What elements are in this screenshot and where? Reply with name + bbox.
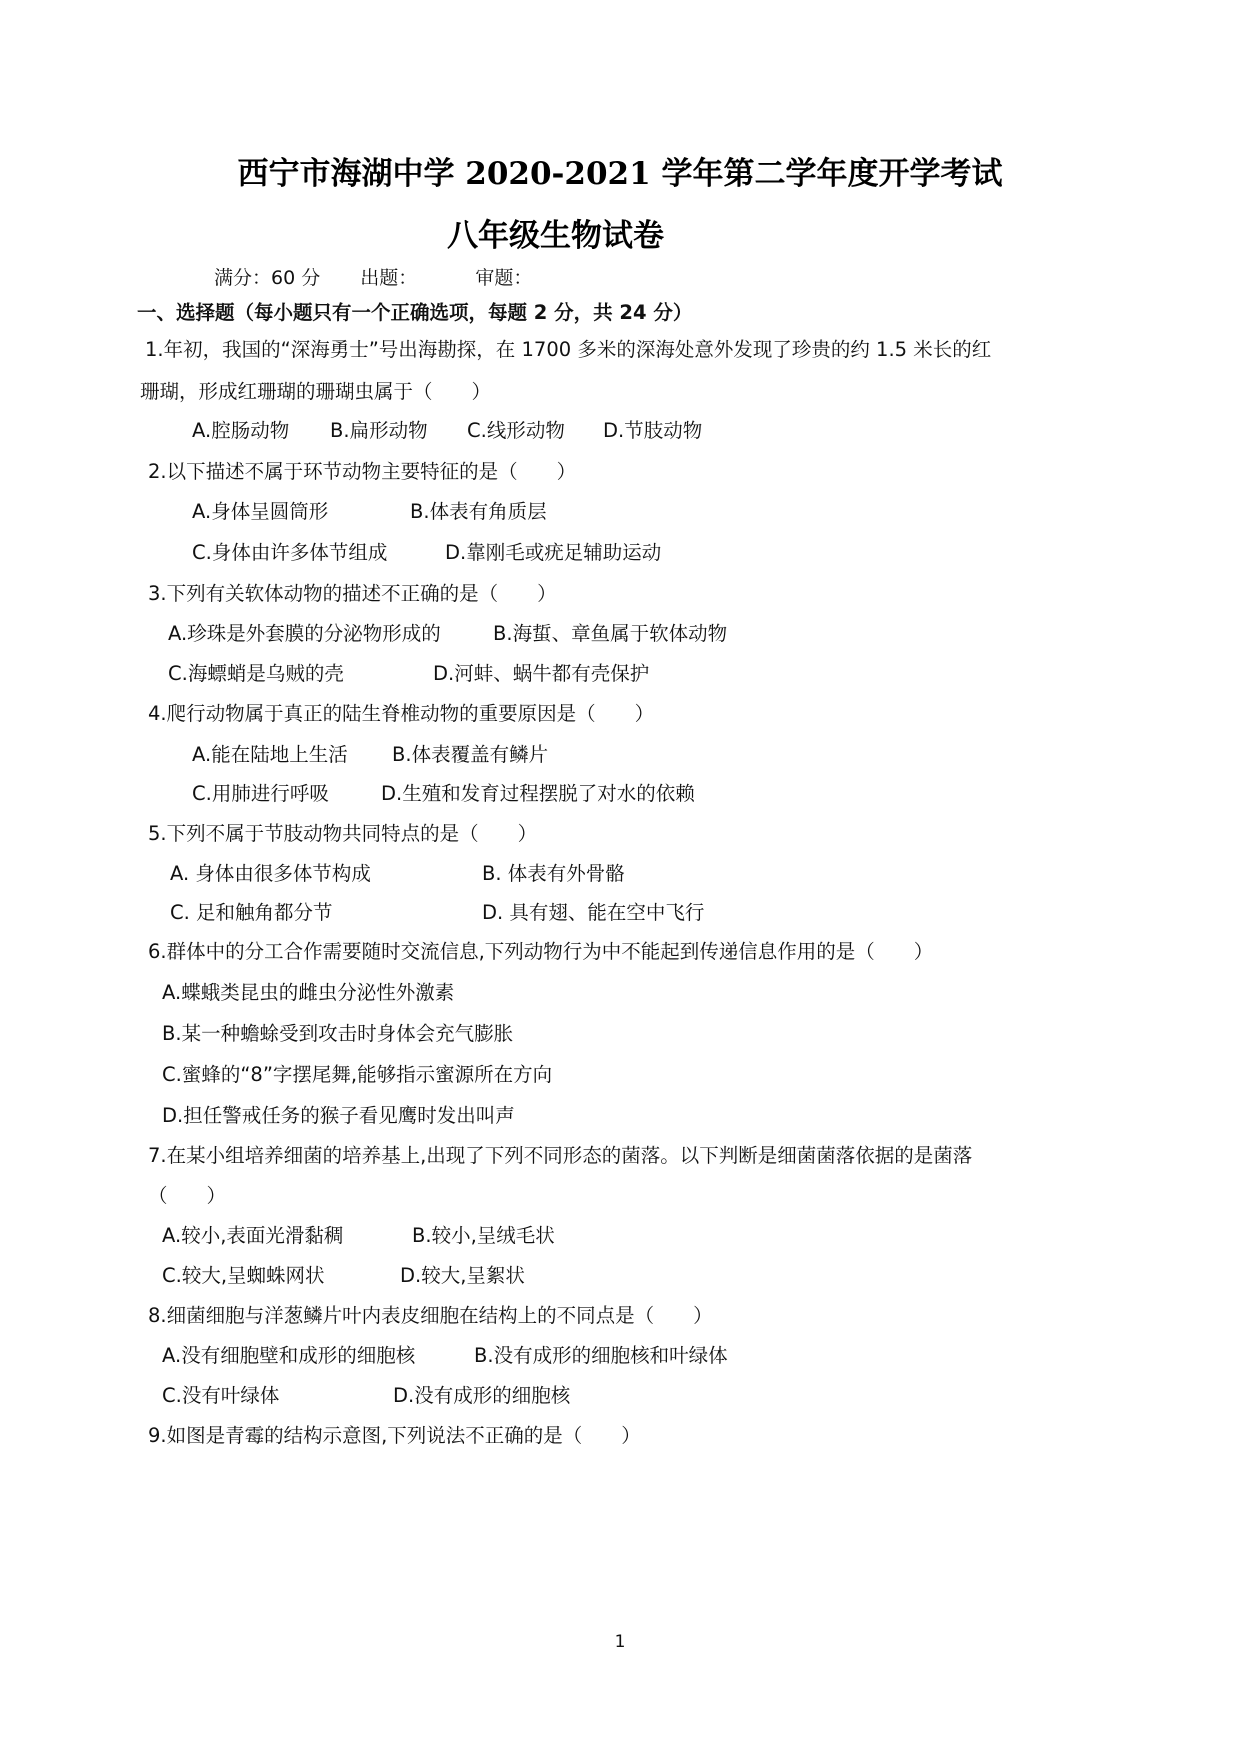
question-6-option-a: A.蝶蛾类昆虫的雌虫分泌性外激素 — [162, 981, 455, 1004]
page-number: 1 — [614, 1632, 626, 1652]
question-7-stem-cont: （ ） — [148, 1184, 227, 1207]
question-6-option-c: C.蜜蜂的“8”字摆尾舞,能够指示蜜源所在方向 — [162, 1063, 553, 1086]
question-5-option-a: A. 身体由很多体节构成 — [170, 862, 371, 885]
exam-title: 西宁市海湖中学 2020-2021 学年第二学年度开学考试 — [237, 156, 1003, 192]
question-7-option-b: B.较小,呈绒毛状 — [412, 1224, 555, 1247]
question-6-option-b: B.某一种蟾蜍受到攻击时身体会充气膨胀 — [162, 1022, 514, 1045]
question-5-option-b: B. 体表有外骨骼 — [482, 862, 625, 885]
question-1-stem: 1.年初，我国的“深海勇士”号出海勘探，在 1700 多米的深海处意外发现了珍贵的约 1.5 米长的红 — [145, 338, 992, 361]
question-5-stem: 5.下列不属于节肢动物共同特点的是（ ） — [148, 822, 538, 845]
question-1-option-b: B.扁形动物 — [330, 419, 428, 442]
question-8-stem: 8.细菌细胞与洋葱鳞片叶内表皮细胞在结构上的不同点是（ ） — [148, 1304, 713, 1327]
full-score: 满分：60 分 — [214, 267, 321, 289]
question-1-option-c: C.线形动物 — [467, 419, 565, 442]
question-8-option-d: D.没有成形的细胞核 — [393, 1384, 571, 1407]
question-7-option-a: A.较小,表面光滑黏稠 — [162, 1224, 344, 1247]
question-4-option-a: A.能在陆地上生活 — [192, 743, 348, 766]
section-heading: 一、选择题（每小题只有一个正确选项，每题 2 分，共 24 分） — [137, 301, 693, 324]
question-2-option-a: A.身体呈圆筒形 — [192, 500, 329, 523]
question-6-option-d: D.担任警戒任务的猴子看见鹰时发出叫声 — [162, 1104, 515, 1127]
question-8-option-b: B.没有成形的细胞核和叶绿体 — [474, 1344, 728, 1367]
question-3-option-b: B.海蜇、章鱼属于软体动物 — [493, 622, 728, 645]
exam-subtitle: 八年级生物试卷 — [447, 218, 664, 254]
question-7-option-d: D.较大,呈絮状 — [400, 1264, 525, 1287]
question-4-stem: 4.爬行动物属于真正的陆生脊椎动物的重要原因是（ ） — [148, 702, 655, 725]
question-6-stem: 6.群体中的分工合作需要随时交流信息,下列动物行为中不能起到传递信息作用的是（ ） — [148, 940, 934, 963]
question-7-stem: 7.在某小组培养细菌的培养基上,出现了下列不同形态的菌落。以下判断是细菌菌落依据的是菌落 — [148, 1144, 973, 1167]
reviewer-label: 审题： — [475, 267, 533, 289]
question-3-option-a: A.珍珠是外套膜的分泌物形成的 — [168, 622, 441, 645]
question-1-option-d: D.节肢动物 — [603, 419, 703, 442]
exam-meta — [214, 263, 566, 290]
question-4-option-b: B.体表覆盖有鳞片 — [392, 743, 549, 766]
setter-label: 出题： — [360, 267, 418, 289]
question-1-stem-cont: 珊瑚，形成红珊瑚的珊瑚虫属于（ ） — [140, 380, 492, 403]
question-8-option-c: C.没有叶绿体 — [162, 1384, 280, 1407]
question-5-option-d: D. 具有翅、能在空中飞行 — [482, 901, 705, 924]
question-3-stem: 3.下列有关软体动物的描述不正确的是（ ） — [148, 582, 557, 605]
question-2-option-d: D.靠刚毛或疣足辅助运动 — [445, 541, 662, 564]
question-3-option-d: D.河蚌、蜗牛都有壳保护 — [433, 662, 650, 685]
question-3-option-c: C.海螵蛸是乌贼的壳 — [168, 662, 344, 685]
question-7-option-c: C.较大,呈蜘蛛网状 — [162, 1264, 325, 1287]
question-8-option-a: A.没有细胞壁和成形的细胞核 — [162, 1344, 416, 1367]
question-1-option-a: A.腔肠动物 — [192, 419, 290, 442]
question-4-option-d: D.生殖和发育过程摆脱了对水的依赖 — [381, 782, 695, 805]
question-4-option-c: C.用肺进行呼吸 — [192, 782, 329, 805]
question-9-stem: 9.如图是青霉的结构示意图,下列说法不正确的是（ ） — [148, 1424, 641, 1447]
question-5-option-c: C. 足和触角都分节 — [170, 901, 333, 924]
question-2-option-c: C.身体由许多体节组成 — [192, 541, 388, 564]
question-2-option-b: B.体表有角质层 — [410, 500, 547, 523]
question-2-stem: 2.以下描述不属于环节动物主要特征的是（ ） — [148, 460, 577, 483]
